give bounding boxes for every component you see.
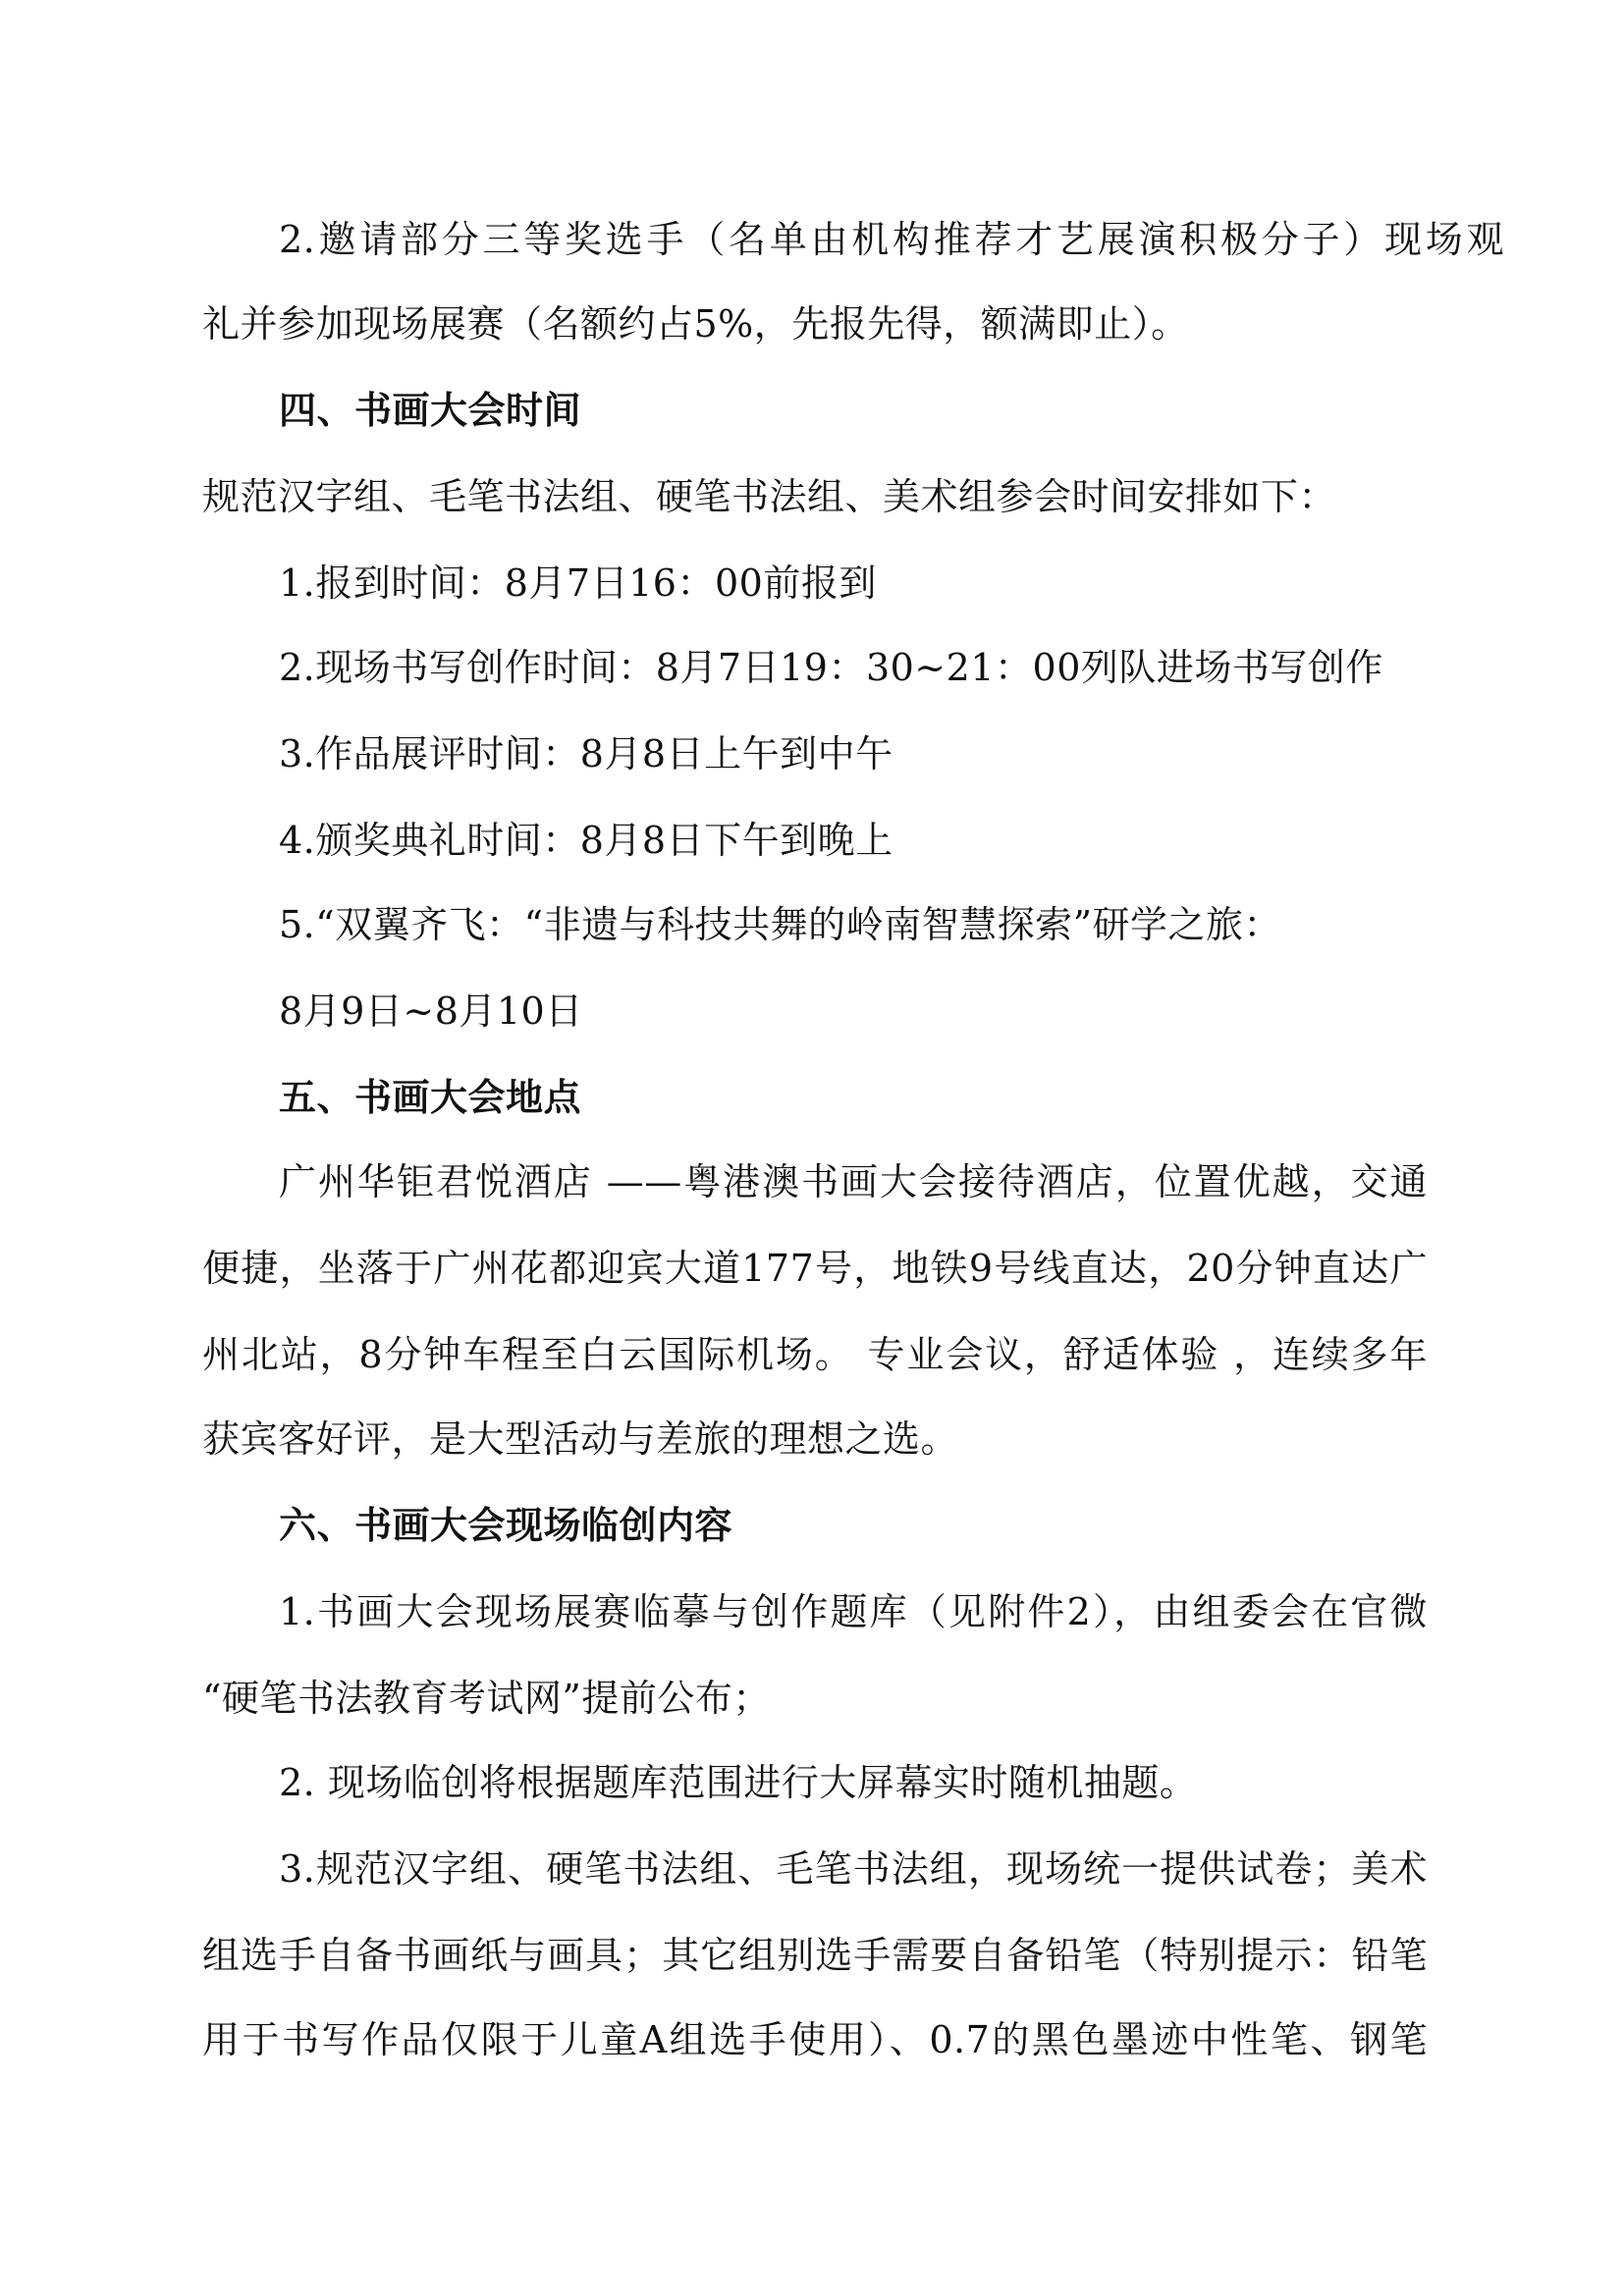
section-heading: 五、书画大会地点 <box>279 1075 582 1119</box>
list-item: 1.书画大会现场展赛临摹与创作题库（见附件2），由组委会在官微 <box>279 1590 1428 1633</box>
list-item: 3.作品展评时间：8月8日上午到中午 <box>279 732 893 775</box>
list-item-continuation: “硬笔书法教育考试网”提前公布； <box>202 1677 771 1720</box>
list-item: 2. 现场临创将根据题库范围进行大屏幕实时随机抽题。 <box>279 1761 1198 1804</box>
paragraph-line: 州北站，8分钟车程至白云国际机场。 专业会议，舒适体验 ，连续多年 <box>202 1333 1428 1376</box>
section-heading: 六、书画大会现场临创内容 <box>279 1503 733 1547</box>
list-item: 2.现场书写创作时间：8月7日19：30~21：00列队进场书写创作 <box>279 646 1383 689</box>
list-item: 5.“双翼齐飞：“非遗与科技共舞的岭南智慧探索”研学之旅： <box>279 903 1282 946</box>
list-item: 3.规范汉字组、硬笔书法组、毛笔书法组，现场统一提供试卷；美术 <box>279 1847 1428 1891</box>
paragraph-line: 广州华钜君悦酒店 ——粤港澳书画大会接待酒店，位置优越，交通 <box>279 1160 1428 1203</box>
list-item-continuation: 组选手自备书画纸与画具；其它组别选手需要自备铅笔（特别提示：铅笔 <box>202 1934 1428 1977</box>
list-item-continuation: 8月9日~8月10日 <box>279 989 583 1033</box>
list-item: 1.报到时间：8月7日16：00前报到 <box>279 561 877 605</box>
section-heading: 四、书画大会时间 <box>279 388 582 432</box>
list-item-continuation: 用于书写作品仅限于儿童A组选手使用）、0.7的黑色墨迹中性笔、钢笔 <box>202 2018 1428 2061</box>
paragraph-line: 礼并参加现场展赛（名额约占5%，先报先得，额满即止）。 <box>202 302 1189 346</box>
paragraph-line: 规范汉字组、毛笔书法组、硬笔书法组、美术组参会时间安排如下： <box>202 475 1337 518</box>
paragraph-line: 获宾客好评，是大型活动与差旅的理想之选。 <box>202 1417 959 1461</box>
list-item: 4.颁奖典礼时间：8月8日下午到晚上 <box>279 819 893 862</box>
paragraph-line: 2.邀请部分三等奖选手（名单由机构推荐才艺展演积极分子）现场观 <box>279 218 1504 261</box>
paragraph-line: 便捷，坐落于广州花都迎宾大道177号，地铁9号线直达，20分钟直达广 <box>202 1247 1428 1290</box>
